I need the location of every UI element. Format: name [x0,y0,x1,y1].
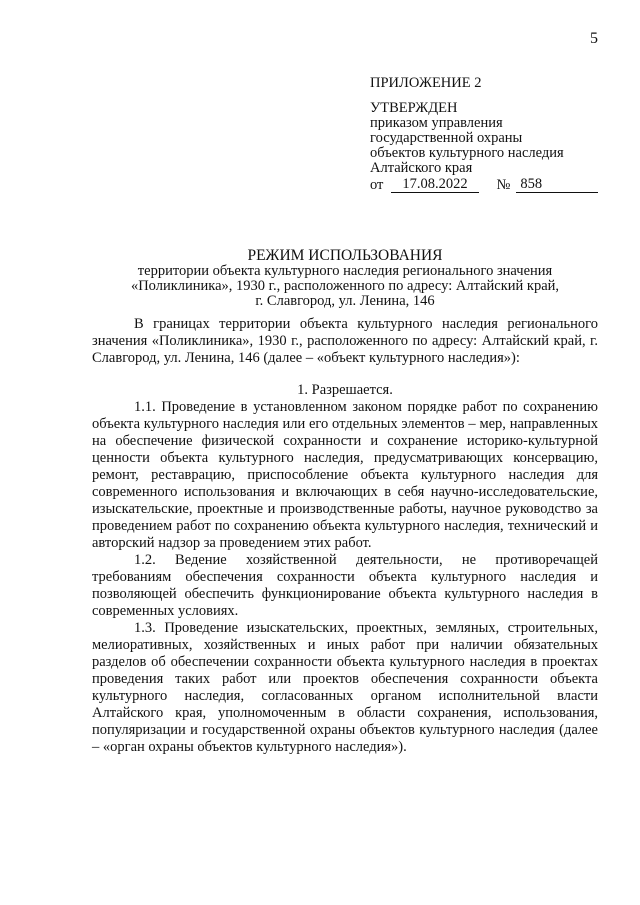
approval-block [370,76,598,193]
appendix-label: ПРИЛОЖЕНИЕ 2 [370,75,482,91]
section-title: 1. Разрешается. [297,382,393,398]
order-date: 17.08.2022 [391,177,478,193]
heading-line: территории объекта культурного наследия регионального значения [137,263,553,279]
approval-line: государственной охраны [370,130,523,146]
heading-line: г. Славгород, ул. Ленина, 146 [255,293,435,309]
order-number: 858 [516,177,598,193]
item-paragraph: 1.2. Ведение хозяйственной деятельности, не противоречащей требованиям обеспечения сохранности объекта культурного наследия и позволяющей обеспечить функционирование объекта культурного наследия в современных условиях. [92,552,598,619]
page-number: 5 [590,30,598,47]
order-line [370,177,598,193]
intro-paragraph: В границах территории объекта культурного наследия регионального значения «Поликлиника», 1930 г., расположенного по адресу: Алтайский край, г. Славгород, ул. Ленина, 146 (далее – «объект культурного наследия»): [92,316,598,366]
approval-line: объектов культурного наследия [370,145,564,161]
item-paragraph: 1.1. Проведение в установленном законом порядке работ по сохранению объекта культурного наследия или его отдельных элементов – мер, направленных на обеспечение физической сохранности и сохранение историко-культурной ценности объекта культурного наследия, предусматривающих консервацию, ремонт, реставрацию, приспособление объекта культурного наследия для современного использования и включающих в себя научно-исследовательские, изыскательские, проектные и производственные работы, научное руководство за проведением работ по сохранению объекта культурного наследия, технический и авторский надзор за проведением этих работ. [92,399,598,551]
document-title: РЕЖИМ ИСПОЛЬЗОВАНИЯ [247,247,443,264]
approved-label: УТВЕРЖДЕН [370,100,458,116]
approval-line: Алтайского края [370,160,473,176]
document-heading [110,248,580,309]
number-prefix: № [496,177,511,193]
item-paragraph: 1.3. Проведение изыскательских, проектных, земляных, строительных, мелиоративных, хозяйственных и иных работ при наличии обязательных разделов об обеспечении сохранности объекта культурного наследия в проектах проведения таких работ или проектов обеспечения сохранности объекта культурного наследия, согласованных органом исполнительной власти Алтайского края, уполномоченным в области сохранения, использования, популяризации и государственной охраны объектов культурного наследия (далее – «орган охраны объектов культурного наследия»). [92,620,598,755]
approval-line: приказом управления [370,115,503,131]
date-prefix: от [370,177,384,193]
document-body [92,316,598,756]
heading-line: «Поликлиника», 1930 г., расположенного по адресу: Алтайский край, [130,278,560,294]
